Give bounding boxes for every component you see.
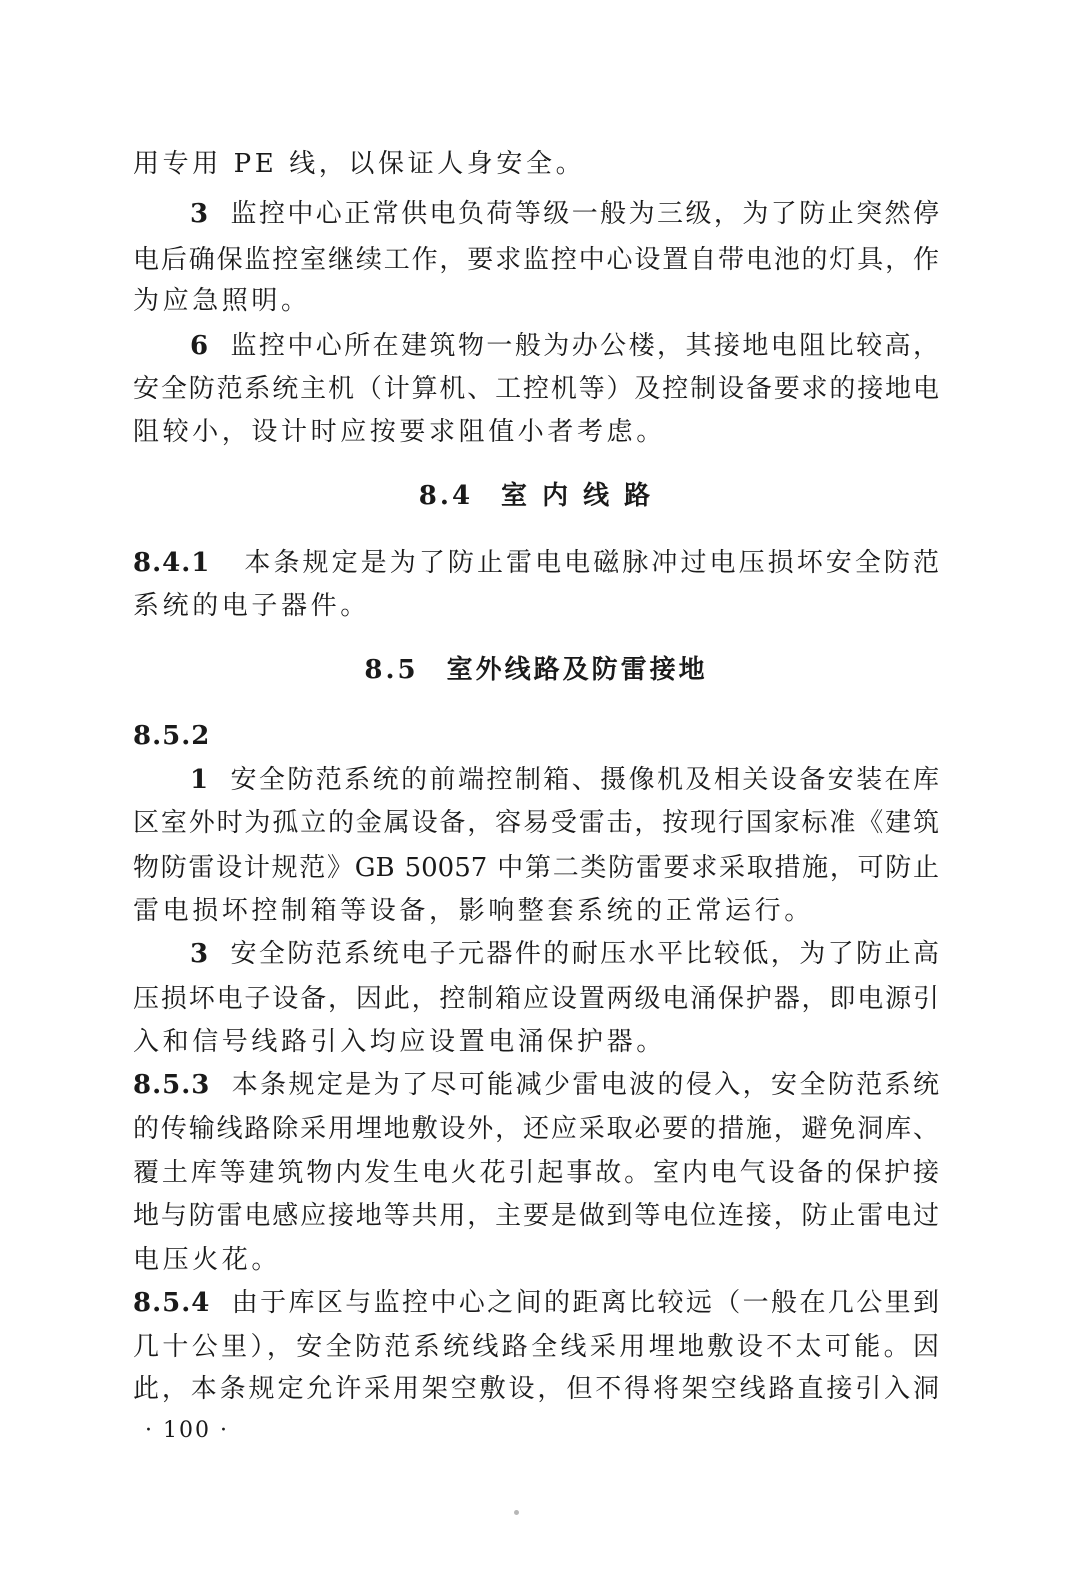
text-line: 3 安全防范系统电子元器件的耐压水平比较低，为了防止高 [190, 939, 939, 969]
text-line: 此，本条规定允许采用架空敷设，但不得将架空线路直接引入洞 [133, 1374, 939, 1404]
scan-speck [514, 1510, 519, 1515]
text-line: 地与防雷电感应接地等共用，主要是做到等电位连接，防止雷电过 [133, 1201, 939, 1231]
text-line: 3 监控中心正常供电负荷等级一般为三级，为了防止突然停 [190, 199, 939, 229]
clause-number: 8.5.4 [133, 1288, 211, 1318]
text-line: 电后确保监控室继续工作，要求监控中心设置自带电池的灯具，作 [133, 245, 939, 275]
text-line: 为应急照明。 [133, 286, 311, 316]
item-number: 1 [190, 765, 210, 795]
section-heading-8-4: 8.4 室 内 线 路 [418, 481, 654, 511]
text-line: 8.5.4 由于库区与监控中心之间的距离比较远（一般在几公里到 [133, 1288, 939, 1318]
text-line: 物防雷设计规范》GB 50057 中第二类防雷要求采取措施，可防止 [133, 853, 939, 883]
clause-number: 8.5.2 [133, 721, 211, 751]
item-number: 6 [190, 331, 210, 361]
text-line: 系统的电子器件。 [133, 591, 370, 621]
clause-number: 8.5.3 [133, 1070, 211, 1100]
page-number: · 100 · [145, 1418, 229, 1443]
text-line [133, 713, 939, 759]
text-line: 8.4.1 本条规定是为了防止雷电电磁脉冲过电压损坏安全防范 [133, 548, 939, 578]
text-line: 压损坏电子设备，因此，控制箱应设置两级电涌保护器，即电源引 [133, 984, 939, 1014]
text-line: 阻较小，设计时应按要求阻值小者考虑。 [133, 417, 666, 447]
text-line: 6 监控中心所在建筑物一般为办公楼，其接地电阻比较高， [190, 331, 939, 361]
text-line: 电压火花。 [133, 1245, 282, 1275]
text-line: 用专用 PE 线，以保证人身安全。 [133, 149, 586, 179]
text-line: 安全防范系统主机（计算机、工控机等）及控制设备要求的接地电 [133, 374, 939, 404]
text-line: 的传输线路除采用埋地敷设外，还应采取必要的措施，避免洞库、 [133, 1114, 939, 1144]
item-number: 3 [190, 939, 210, 969]
section-heading-8-5: 8.5 室外线路及防雷接地 [364, 655, 708, 685]
item-number: 3 [190, 199, 210, 229]
text-line: 雷电损坏控制箱等设备，影响整套系统的正常运行。 [133, 896, 814, 926]
text-line: 1 安全防范系统的前端控制箱、摄像机及相关设备安装在库 [190, 765, 939, 795]
text-line: 区室外时为孤立的金属设备，容易受雷击，按现行国家标准《建筑 [133, 808, 939, 838]
text-line: 8.5.3 本条规定是为了尽可能减少雷电波的侵入，安全防范系统 [133, 1070, 939, 1100]
text-line: 入和信号线路引入均应设置电涌保护器。 [133, 1027, 666, 1057]
text-line: 几十公里），安全防范系统线路全线采用埋地敷设不太可能。因 [133, 1332, 939, 1362]
clause-number: 8.4.1 [133, 548, 211, 578]
text-line: 覆土库等建筑物内发生电火花引起事故。室内电气设备的保护接 [133, 1158, 939, 1188]
